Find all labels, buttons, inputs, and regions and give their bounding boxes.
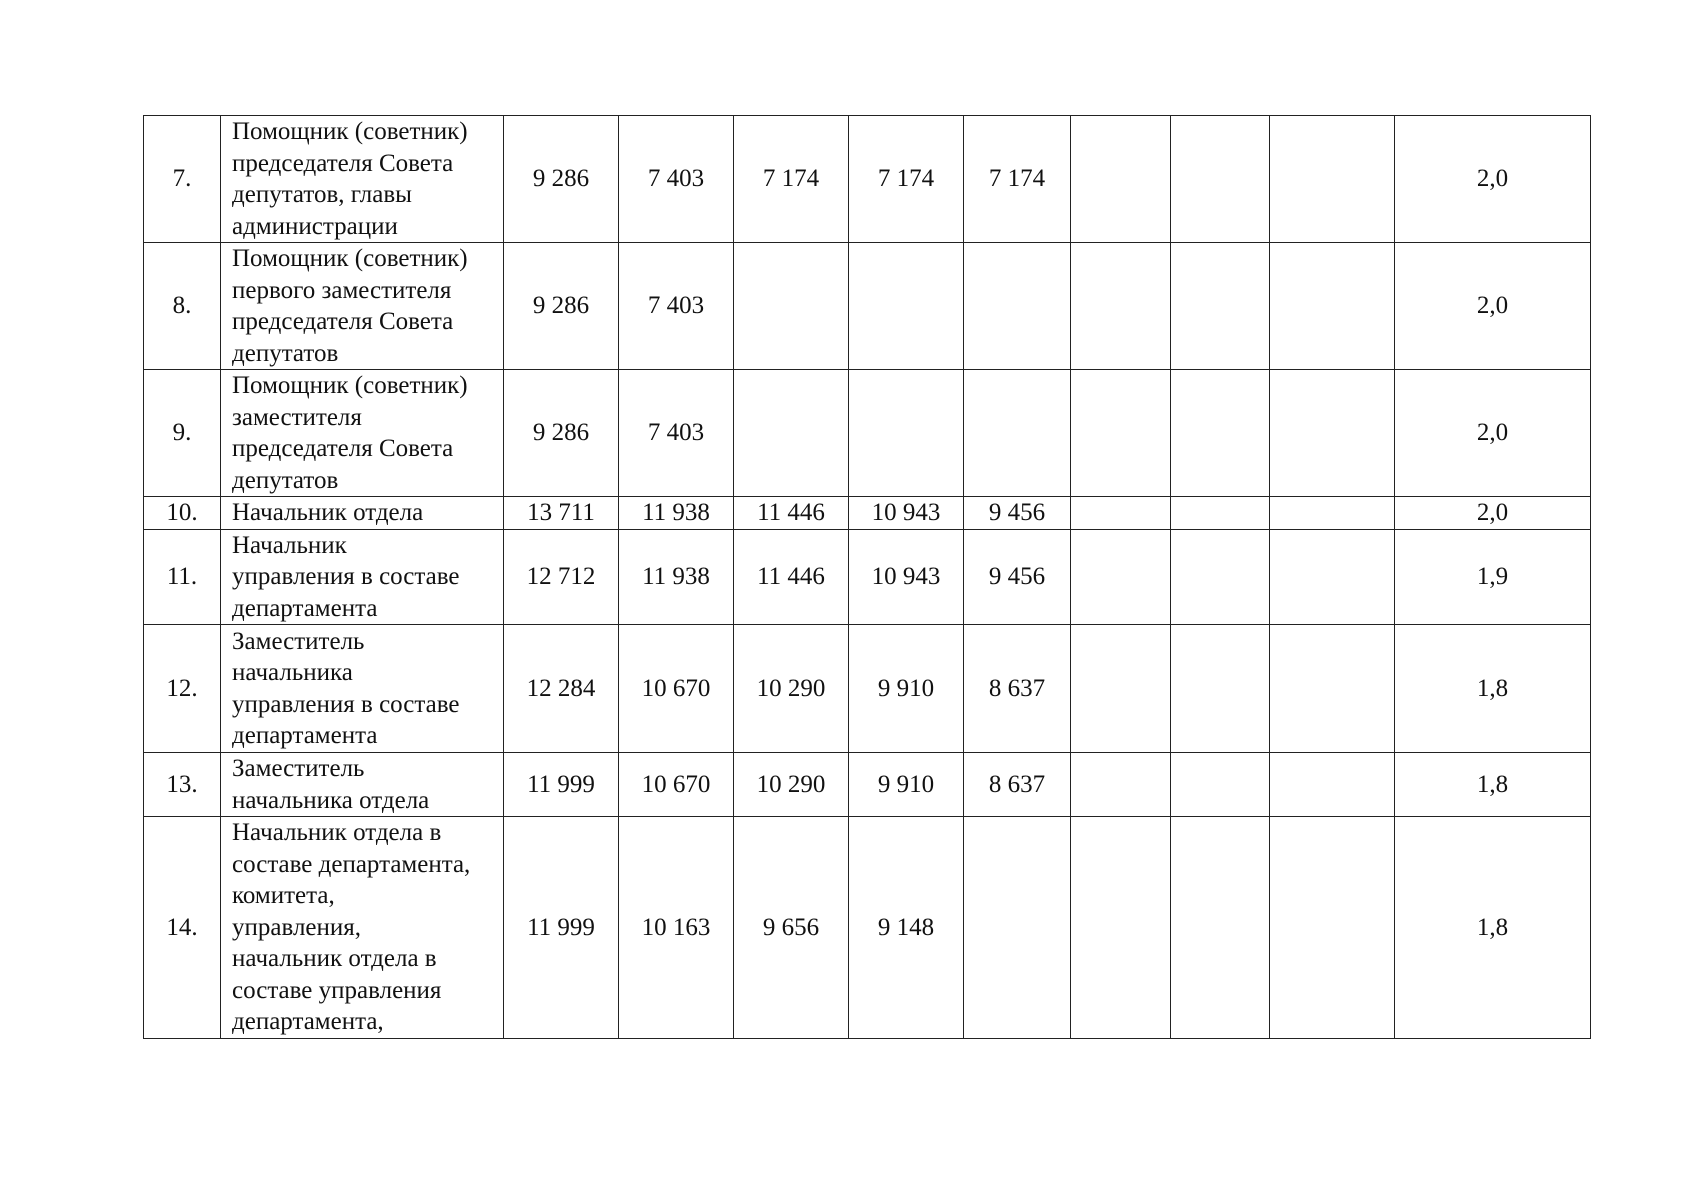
position-title-line: департамента [232, 722, 378, 749]
position-title [221, 529, 504, 625]
position-title-line: Помощник (советник) [232, 245, 468, 272]
salary-value-col-8 [1270, 817, 1395, 1039]
salary-value-col-3: 10 290 [734, 753, 849, 817]
salary-value-col-5: 7 174 [964, 116, 1071, 243]
row-number: 9. [144, 370, 221, 497]
position-title-line: Начальник отдела в [232, 819, 442, 846]
position-title-line: комитета, [232, 882, 335, 909]
table-row [144, 753, 1591, 817]
salary-value-col-7 [1171, 497, 1270, 530]
position-title-line: управления в составе [232, 563, 460, 590]
salary-value-col-7 [1171, 529, 1270, 625]
salary-value-col-8 [1270, 116, 1395, 243]
salary-value-col-7 [1171, 753, 1270, 817]
salary-value-col-3 [734, 243, 849, 370]
salary-value-col-3: 10 290 [734, 625, 849, 753]
position-title-line: управления, [232, 913, 362, 941]
salary-value-col-7 [1171, 116, 1270, 243]
salary-value-col-4 [849, 370, 964, 497]
salary-value-col-2: 7 403 [619, 370, 734, 497]
row-number: 11. [144, 529, 221, 625]
salary-value-col-8 [1270, 497, 1395, 530]
position-title [221, 817, 504, 1039]
position-title [221, 243, 504, 370]
position-title-line: департамента [232, 594, 378, 622]
position-title-line: начальника отдела [232, 786, 430, 814]
position-title [221, 116, 504, 243]
salary-value-col-1: 9 286 [504, 370, 619, 497]
salary-value-col-4: 10 943 [849, 497, 964, 530]
position-title-line: председателя Совета [232, 308, 454, 335]
coefficient-value: 2,0 [1395, 116, 1591, 243]
salary-value-col-8 [1270, 625, 1395, 753]
table-row [144, 529, 1591, 625]
salary-value-col-5 [964, 817, 1071, 1039]
row-number: 8. [144, 243, 221, 370]
coefficient-value: 2,0 [1395, 243, 1591, 370]
salary-value-col-6 [1071, 529, 1171, 625]
position-title-line: председателя Совета [232, 435, 454, 462]
row-number: 13. [144, 753, 221, 817]
salary-value-col-8 [1270, 753, 1395, 817]
salary-value-col-1: 11 999 [504, 753, 619, 817]
salary-value-col-2: 11 938 [619, 529, 734, 625]
coefficient-value: 2,0 [1395, 370, 1591, 497]
table-row [144, 625, 1591, 753]
position-title-line: депутатов [232, 466, 339, 494]
position-title-line: Заместитель [232, 755, 365, 782]
salary-value-col-1: 11 999 [504, 817, 619, 1039]
salary-value-col-8 [1270, 370, 1395, 497]
salary-value-col-2: 10 163 [619, 817, 734, 1039]
salary-value-col-1: 12 284 [504, 625, 619, 753]
salary-value-col-7 [1171, 625, 1270, 753]
salary-value-col-3: 11 446 [734, 497, 849, 530]
salary-value-col-3: 7 174 [734, 116, 849, 243]
position-title [221, 753, 504, 817]
salary-value-col-6 [1071, 625, 1171, 753]
salary-value-col-2: 7 403 [619, 116, 734, 243]
salary-value-col-2: 7 403 [619, 243, 734, 370]
salary-value-col-6 [1071, 817, 1171, 1039]
salary-value-col-7 [1171, 243, 1270, 370]
salary-value-col-5 [964, 370, 1071, 497]
position-title-line: управления в составе [232, 690, 460, 718]
position-title-line: составе управления [232, 976, 442, 1004]
row-number: 14. [144, 817, 221, 1039]
salary-value-col-3: 11 446 [734, 529, 849, 625]
position-title-line: начальника [232, 659, 353, 686]
salary-value-col-5: 9 456 [964, 529, 1071, 625]
salary-value-col-7 [1171, 817, 1270, 1039]
position-title-line: начальник отдела в [232, 945, 437, 972]
salary-value-col-4: 9 910 [849, 753, 964, 817]
salary-value-col-5: 8 637 [964, 625, 1071, 753]
table-row [144, 116, 1591, 243]
position-title-line: первого заместителя [232, 276, 452, 304]
position-title-line: заместителя [232, 403, 362, 431]
position-title [221, 625, 504, 753]
salary-value-col-2: 11 938 [619, 497, 734, 530]
salary-value-col-4: 7 174 [849, 116, 964, 243]
salary-value-col-2: 10 670 [619, 753, 734, 817]
salary-value-col-4: 9 148 [849, 817, 964, 1039]
salary-value-col-6 [1071, 497, 1171, 530]
coefficient-value: 1,8 [1395, 817, 1591, 1039]
salary-value-col-1: 12 712 [504, 529, 619, 625]
position-title [221, 370, 504, 497]
row-number: 10. [144, 497, 221, 530]
salary-value-col-3 [734, 370, 849, 497]
salary-value-col-3: 9 656 [734, 817, 849, 1039]
salary-value-col-5: 8 637 [964, 753, 1071, 817]
salary-value-col-1: 13 711 [504, 497, 619, 530]
position-title-line: председателя Совета [232, 149, 454, 177]
table-row [144, 243, 1591, 370]
salary-value-col-4: 9 910 [849, 625, 964, 753]
salary-value-col-6 [1071, 116, 1171, 243]
position-title-line: администрации [232, 212, 398, 240]
position-title-line: Начальник отдела [232, 499, 424, 526]
coefficient-value: 1,8 [1395, 625, 1591, 753]
salary-value-col-6 [1071, 370, 1171, 497]
salary-value-col-1: 9 286 [504, 116, 619, 243]
salary-value-col-8 [1270, 529, 1395, 625]
salary-value-col-6 [1071, 243, 1171, 370]
position-title-line: Помощник (советник) [232, 118, 468, 145]
position-title-line: Помощник (советник) [232, 372, 468, 399]
salary-value-col-4 [849, 243, 964, 370]
salary-value-col-5: 9 456 [964, 497, 1071, 530]
row-number: 12. [144, 625, 221, 753]
salary-value-col-8 [1270, 243, 1395, 370]
position-title [221, 497, 504, 530]
position-title-line: Заместитель [232, 627, 365, 655]
salary-value-col-2: 10 670 [619, 625, 734, 753]
table-row [144, 370, 1591, 497]
position-title-line: Начальник [232, 531, 347, 559]
table-body [144, 116, 1591, 1039]
table-row [144, 817, 1591, 1039]
salary-table [143, 115, 1591, 1039]
position-title-line: депутатов [232, 339, 339, 367]
position-title-line: составе департамента, [232, 850, 471, 878]
table-row [144, 497, 1591, 530]
salary-value-col-7 [1171, 370, 1270, 497]
coefficient-value: 2,0 [1395, 497, 1591, 530]
position-title-line: депутатов, главы [232, 181, 412, 208]
salary-value-col-4: 10 943 [849, 529, 964, 625]
coefficient-value: 1,8 [1395, 753, 1591, 817]
row-number: 7. [144, 116, 221, 243]
salary-value-col-6 [1071, 753, 1171, 817]
salary-value-col-1: 9 286 [504, 243, 619, 370]
position-title-line: департамента, [232, 1008, 384, 1035]
coefficient-value: 1,9 [1395, 529, 1591, 625]
salary-value-col-5 [964, 243, 1071, 370]
